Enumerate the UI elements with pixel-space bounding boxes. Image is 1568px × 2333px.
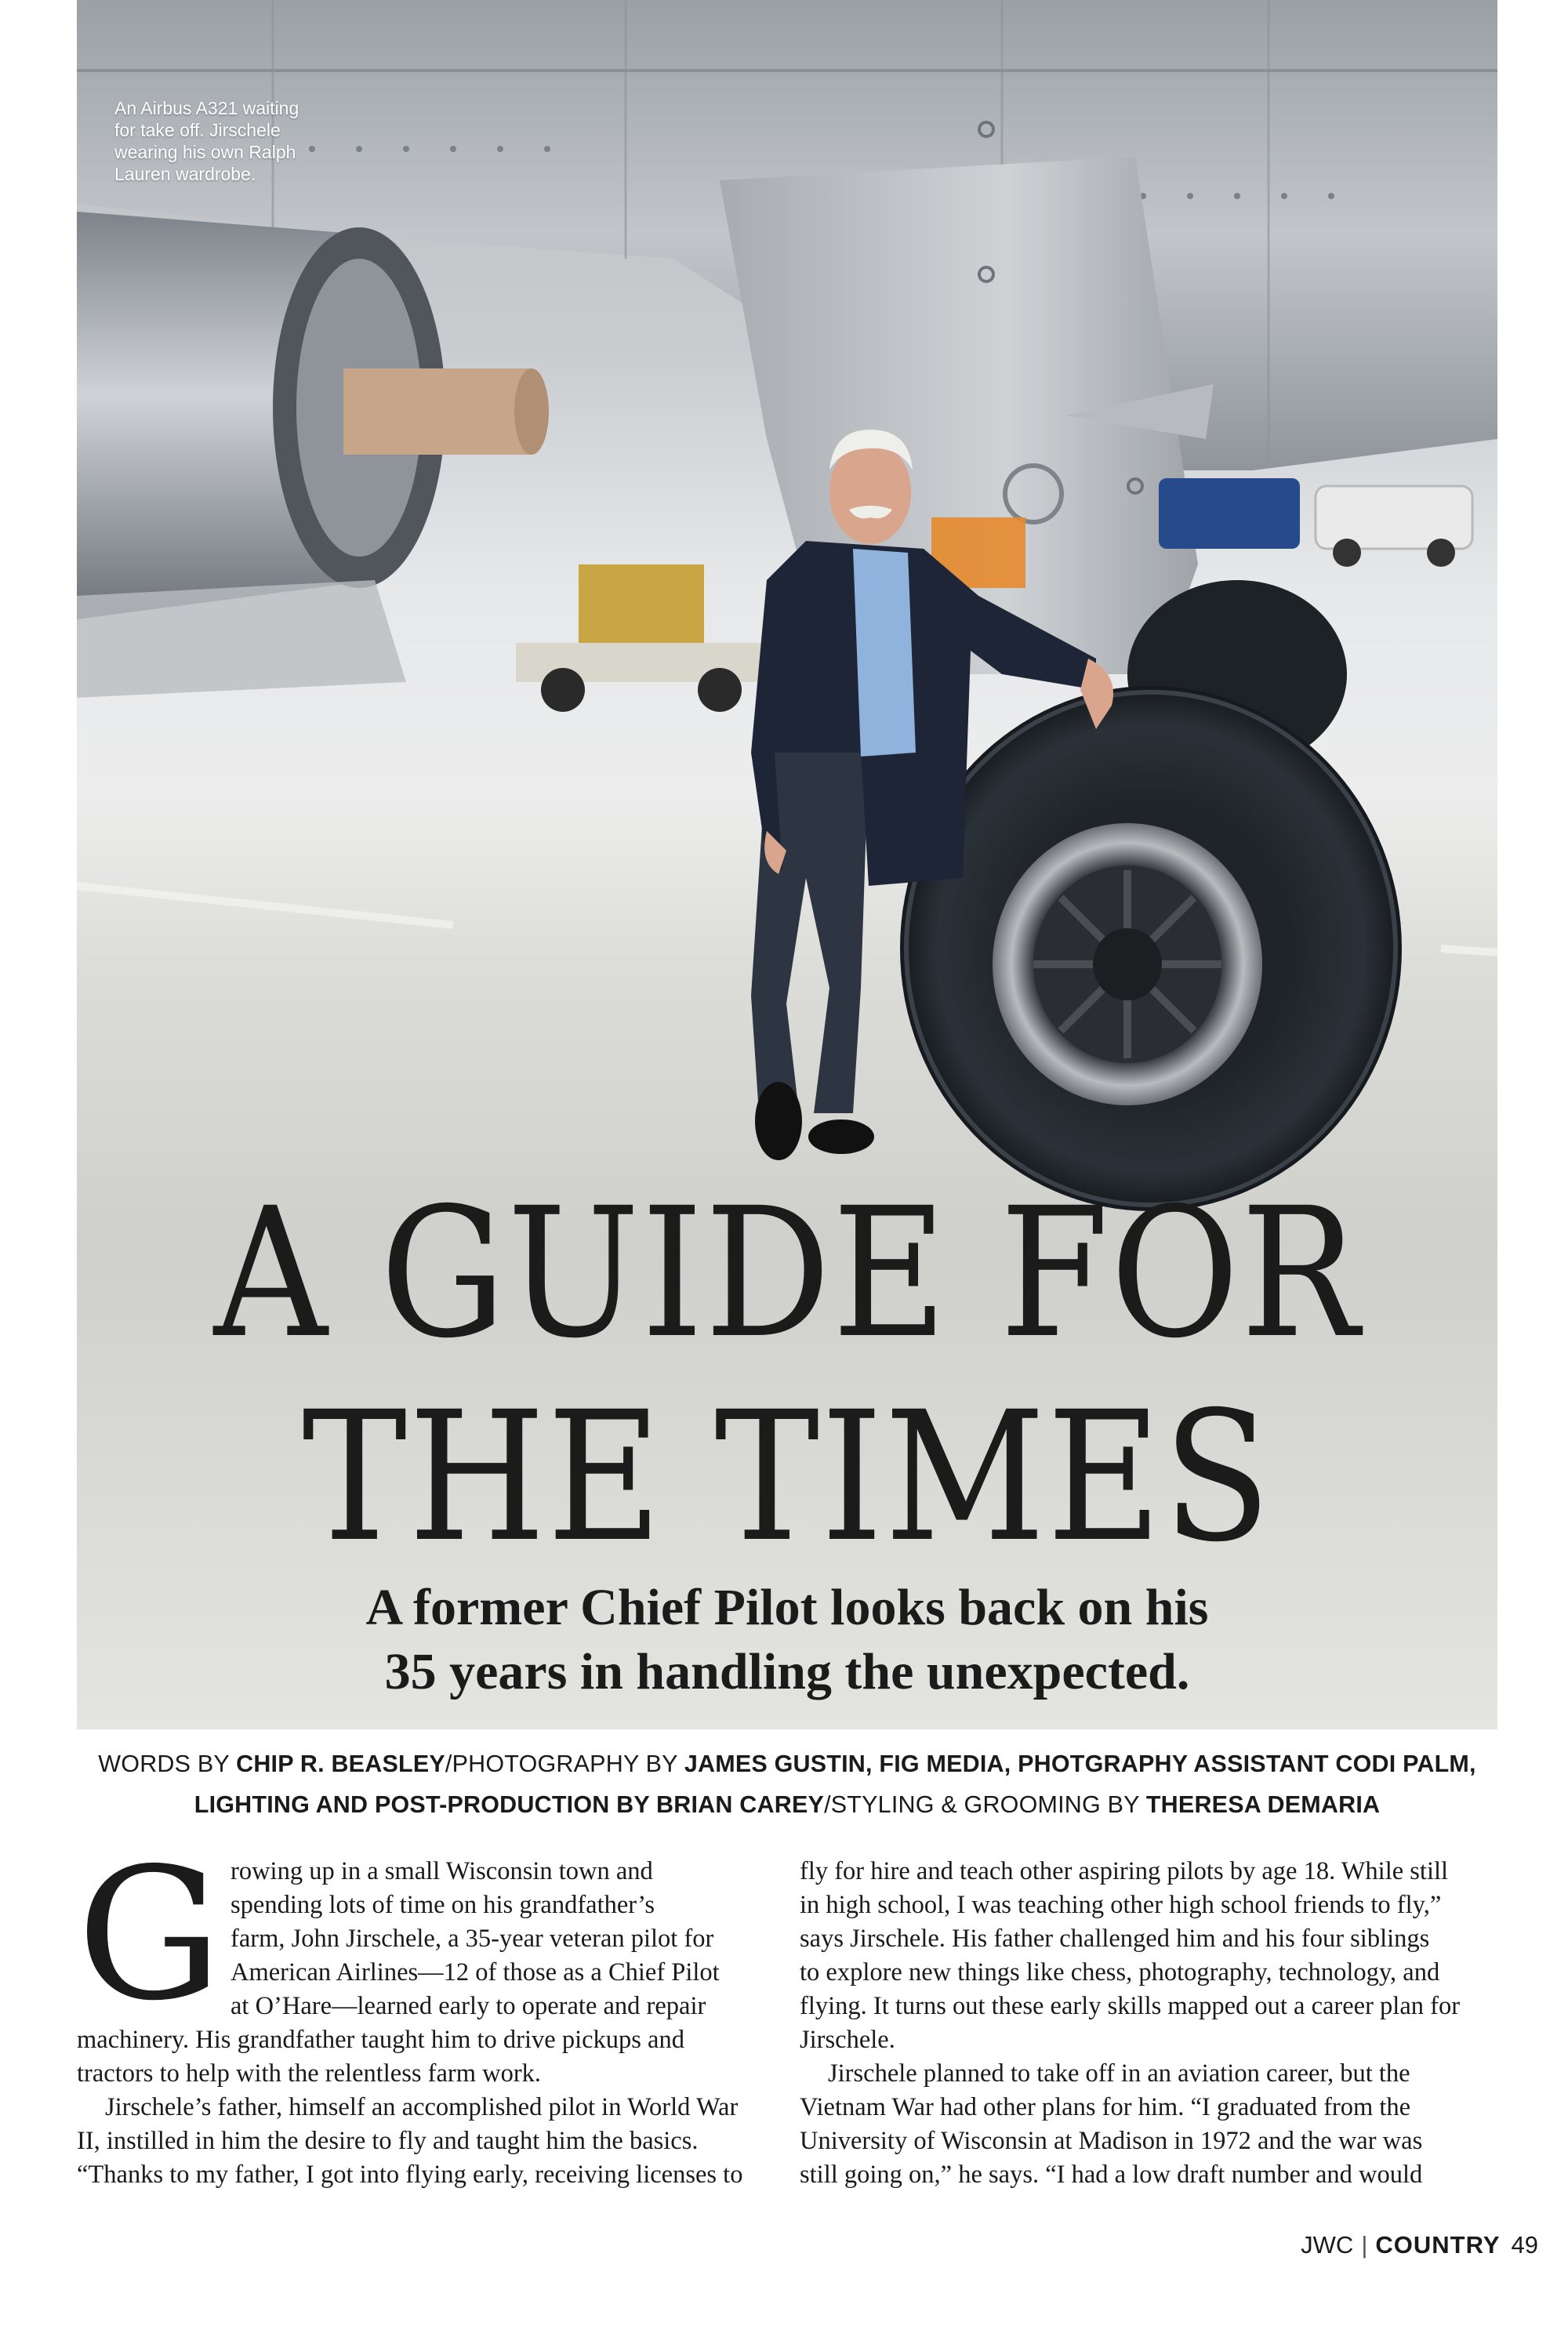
headline-line-1: A GUIDE FOR: [213, 1169, 1361, 1377]
caption-line: Lauren wardrobe.: [114, 164, 256, 184]
page-number: 49: [1511, 2231, 1538, 2259]
body-line: spending lots of time on his grandfather’s: [230, 1891, 655, 1919]
body-line: Jirschele.: [800, 2026, 895, 2054]
body-line: fly for hire and teach other aspiring pilots by age 18. While still: [800, 1857, 1449, 1885]
drop-cap: G: [77, 1829, 223, 2041]
hero-photo: [77, 0, 1497, 1729]
body-line: Jirschele planned to take off in an aviation career, but the: [828, 2059, 1410, 2088]
section-name: COUNTRY: [1375, 2231, 1501, 2259]
body-line: “Thanks to my father, I got into flying early, receiving licenses to: [77, 2161, 743, 2189]
headline-line-2: THE TIMES: [302, 1373, 1272, 1581]
folio-divider: |: [1361, 2231, 1368, 2259]
article-column-right: [800, 1855, 1490, 2192]
credits-line-1: [77, 1745, 1497, 1783]
body-line: flying. It turns out these early skills mapped out a career plan for: [800, 1992, 1461, 2020]
body-line: American Airlines—12 of those as a Chief Pilot: [230, 1958, 720, 1986]
photo-caption: [114, 97, 373, 185]
body-line: says Jirschele. His father challenged him and his four siblings: [800, 1925, 1430, 1953]
deck-line-1: A former Chief Pilot looks back on his: [365, 1579, 1209, 1636]
body-line: rowing up in a small Wisconsin town and: [230, 1857, 653, 1885]
deck-line-2: 35 years in handling the unexpected.: [384, 1643, 1190, 1700]
publication-name: JWC: [1301, 2231, 1354, 2259]
stylist-name: THERESA DEMARIA: [1145, 1791, 1381, 1818]
body-line: still going on,” he says. “I had a low draft number and would: [800, 2161, 1423, 2189]
body-line: at O’Hare—learned early to operate and repair: [230, 1992, 706, 2020]
body-line: University of Wisconsin at Madison in 1972 and the war was: [800, 2127, 1423, 2155]
caption-line: for take off. Jirschele: [114, 120, 281, 140]
page-folio: [1301, 2231, 1538, 2259]
body-line: machinery. His grandfather taught him to drive pickups and: [77, 2026, 684, 2054]
body-line: in high school, I was teaching other high school friends to fly,”: [800, 1891, 1442, 1919]
body-line: farm, John Jirschele, a 35-year veteran pilot for: [230, 1925, 714, 1953]
body-line: Vietnam War had other plans for him. “I graduated from the: [800, 2093, 1411, 2121]
body-line: tractors to help with the relentless farm work.: [77, 2059, 542, 2088]
writer-name: CHIP R. BEASLEY: [236, 1751, 445, 1777]
article-column-left: [77, 1855, 767, 2192]
body-line: to explore new things like chess, photography, technology, and: [800, 1958, 1440, 1986]
photography-label: /PHOTOGRAPHY BY: [445, 1751, 684, 1777]
caption-line: wearing his own Ralph: [114, 142, 296, 162]
styling-label: /STYLING & GROOMING BY: [824, 1791, 1146, 1818]
words-label: WORDS BY: [98, 1751, 237, 1777]
caption-line: An Airbus A321 waiting: [114, 98, 299, 118]
lighting-credit: LIGHTING AND POST-PRODUCTION BY BRIAN CAREY: [194, 1791, 825, 1818]
credits-line-2: [77, 1786, 1497, 1823]
body-line: Jirschele’s father, himself an accomplished pilot in World War: [105, 2093, 739, 2121]
body-line: II, instilled in him the desire to fly and taught him the basics.: [77, 2127, 699, 2155]
photographer-names: JAMES GUSTIN, FIG MEDIA, PHOTGRAPHY ASSISTANT CODI PALM,: [684, 1751, 1476, 1777]
